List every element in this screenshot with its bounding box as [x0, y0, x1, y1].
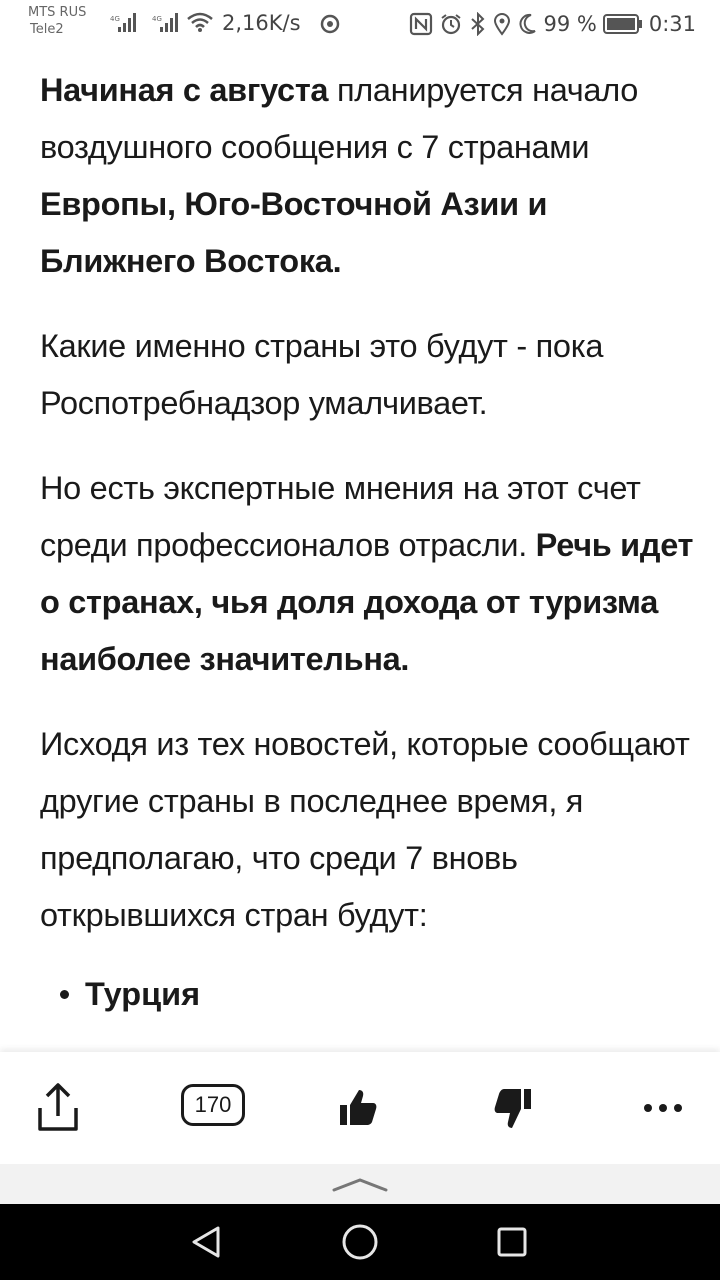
share-button[interactable] [30, 1080, 86, 1136]
battery-percent: 99 % [543, 12, 597, 36]
nfc-icon [409, 12, 433, 36]
more-button[interactable] [638, 1080, 688, 1136]
alarm-icon [439, 12, 463, 36]
comment-count: 170 [194, 1092, 232, 1117]
dislike-button[interactable] [488, 1080, 538, 1136]
system-nav-bar [0, 1204, 720, 1280]
vpn-icon [320, 14, 340, 34]
list-item [40, 966, 700, 1023]
thumbs-down-icon [493, 1086, 533, 1130]
thumbs-up-icon [338, 1088, 378, 1128]
paragraph-1 [40, 62, 700, 290]
bullet-dot [60, 990, 69, 999]
signal-icon-2 [152, 13, 178, 33]
p3-bold: Речь идет о странах, чья доля дохода от туризма наиболее значительна. [40, 527, 694, 677]
status-right [409, 9, 696, 39]
p1-bold-start: Начиная с августа [40, 72, 329, 108]
p1-text: планируется начало воздушного сообщения с 7 странами [40, 72, 638, 165]
carrier-1: MTS RUS [28, 5, 87, 20]
recents-icon[interactable] [496, 1226, 528, 1258]
back-icon[interactable] [188, 1224, 224, 1260]
p1-bold-end: Европы, Юго-Восточной Азии и Ближнего Востока. [40, 186, 548, 279]
signal-icon [110, 13, 136, 33]
article-body [40, 62, 700, 1023]
carrier-2: Tele2 [30, 22, 64, 37]
list-item-label: Турция [85, 976, 201, 1012]
network-speed: 2,16K/s [222, 11, 301, 35]
action-bar [0, 1052, 720, 1164]
paragraph-3 [40, 460, 700, 688]
svg-text:4G: 4G [152, 15, 162, 23]
wifi-icon [186, 11, 214, 33]
like-button[interactable] [333, 1080, 383, 1136]
battery-icon [603, 13, 643, 35]
more-icon [643, 1103, 683, 1113]
carrier-labels [28, 4, 86, 38]
paragraph-4: Исходя из тех новостей, которые сообщают другие страны в последнее время, я предполагаю, что среди 7 вновь открывшихся стран будут: [40, 726, 690, 933]
expand-strip[interactable] [0, 1164, 720, 1204]
home-icon[interactable] [340, 1222, 380, 1262]
paragraph-2: Какие именно страны это будут - пока Роспотребнадзор умалчивает. [40, 328, 604, 421]
clock: 0:31 [648, 12, 696, 36]
p3-text: Но есть экспертные мнения на этот счет среди профессионалов отрасли. [40, 470, 641, 563]
comments-button[interactable] [181, 1084, 245, 1126]
moon-icon [517, 12, 537, 36]
status-bar [0, 0, 720, 48]
svg-text:4G: 4G [110, 15, 120, 23]
location-icon [493, 12, 511, 36]
chevron-up-icon [332, 1176, 388, 1192]
share-icon [34, 1082, 82, 1134]
bluetooth-icon [469, 12, 487, 36]
